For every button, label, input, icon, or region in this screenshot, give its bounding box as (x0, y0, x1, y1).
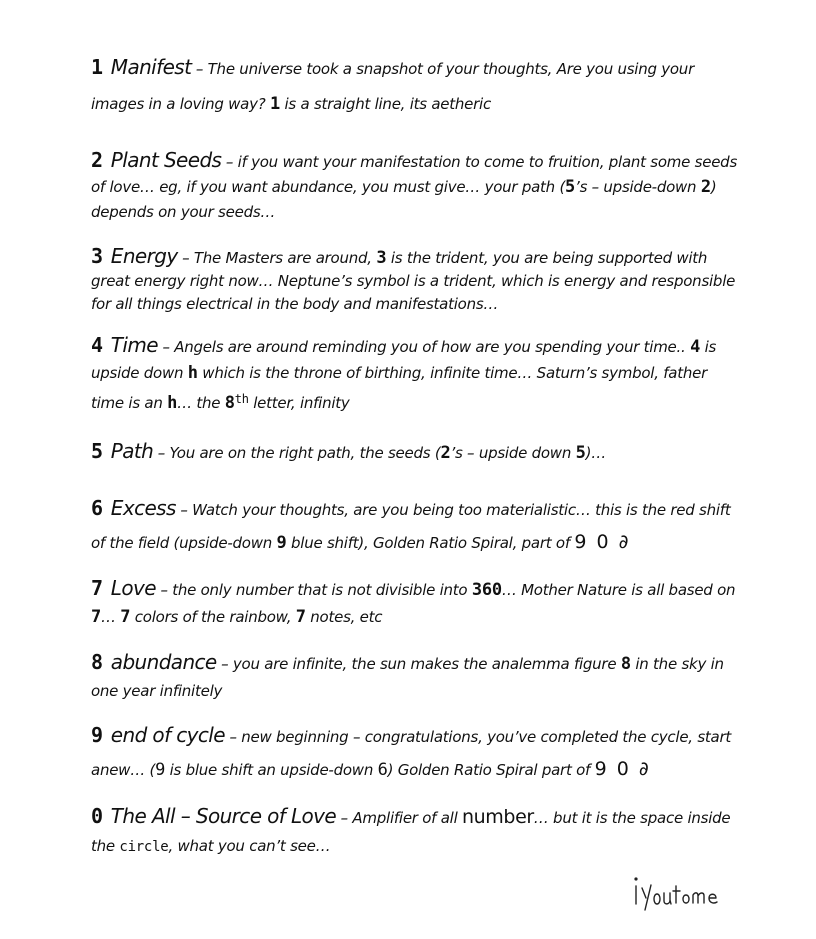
entry-text (91, 245, 741, 316)
inline-numeral: 7 (120, 607, 131, 627)
entry-title: Manifest (110, 55, 192, 79)
entry-text (91, 148, 741, 225)
inline-numeral: 3 (376, 248, 387, 268)
entry-description: is the trident, you are being supported with great energy right now… Neptune’s symbol is a trident, which is energy and responsible for all things electrical in the body and manifestations… (91, 249, 736, 313)
inline-numeral: 7 (91, 607, 101, 627)
inline-numeral: 4 (690, 337, 701, 357)
golden-ratio-symbol: 9 0 ∂ (574, 531, 631, 553)
entry-description: – new beginning – congratulations, you’ve completed the cycle, start anew… ( (91, 728, 732, 779)
entry-4-time (91, 332, 741, 416)
inline-numeral: 9 (276, 533, 287, 553)
inline-letter-h: h (187, 363, 198, 383)
handwritten-signature (632, 872, 736, 914)
entry-text (91, 492, 741, 559)
entry-description: – Watch your thoughts, are you being too materialistic… this is the red shift of the field (upside-down (91, 501, 731, 552)
entry-description: – Angels are around reminding you of how are you spending your time.. (157, 338, 691, 356)
numerology-document (91, 50, 741, 861)
ordinal-suffix: th (234, 392, 249, 406)
inline-numeral: 8 (224, 393, 235, 413)
entry-number: 7 (91, 576, 103, 600)
entry-description: – The Masters are around, (177, 249, 377, 267)
entry-text (91, 719, 741, 786)
entry-description: colors of the rainbow, (130, 608, 296, 626)
entry-description: in the sky in one year infinitely (91, 655, 724, 700)
monospace-word: circle (119, 839, 169, 855)
entry-title: end of cycle (110, 723, 225, 747)
entry-description: is blue shift an upside-down (165, 761, 378, 779)
entry-7-love (91, 575, 741, 631)
emphasized-word: number (462, 806, 534, 828)
entry-description: which is the throne of birthing, infinite time… Saturn’s symbol, father time is an (91, 364, 708, 412)
entry-text (91, 50, 741, 122)
entry-3-energy (91, 245, 741, 316)
entry-9-end-of-cycle (91, 719, 741, 786)
golden-ratio-symbol: 9 0 ∂ (594, 758, 651, 780)
inline-numeral: 9 (155, 760, 166, 780)
entry-title: Love (110, 576, 156, 600)
entry-description: – the only number that is not divisible into (155, 581, 472, 599)
entry-description: – Amplifier of all (336, 809, 463, 827)
inline-numeral: 1 (269, 94, 280, 114)
entry-title: abundance (110, 650, 217, 674)
entry-description: ’s – upside-down (575, 178, 701, 196)
entry-description: … the (177, 394, 225, 412)
entry-description: is upside down (91, 338, 717, 382)
entry-text (91, 332, 741, 416)
entry-description: notes, etc (305, 608, 383, 626)
inline-numeral: 2 (700, 177, 711, 197)
entry-description: letter, infinity (248, 394, 350, 412)
entry-description: )… (585, 444, 606, 462)
entry-1-manifest (91, 50, 741, 122)
entry-description: , what you can’t see… (168, 837, 331, 855)
entry-title: Energy (110, 244, 178, 268)
entry-description: … Mother Nature is all based on (501, 581, 736, 599)
entry-5-path (91, 438, 741, 466)
entry-number: 0 (91, 804, 103, 828)
entry-description: … but it is the space inside the (91, 809, 731, 855)
entry-text (91, 649, 741, 705)
entry-2-plant-seeds (91, 148, 741, 225)
inline-numeral: 8 (620, 654, 631, 674)
entry-description: – You are on the right path, the seeds ( (153, 444, 441, 462)
entry-description: – you are infinite, the sun makes the analemma figure (216, 655, 621, 673)
entry-description: blue shift), Golden Ratio Spiral, part of (286, 534, 575, 552)
entry-8-abundance (91, 649, 741, 705)
entry-number: 6 (91, 496, 103, 520)
inline-letter-h: h (167, 393, 178, 413)
entry-title: Time (110, 333, 158, 357)
entry-number: 8 (91, 650, 103, 674)
entry-number: 4 (91, 333, 103, 357)
entry-6-excess (91, 492, 741, 559)
inline-numeral: 6 (377, 760, 388, 780)
entry-description: ’s – upside down (450, 444, 576, 462)
entry-description: ) depends on your seeds… (91, 178, 717, 221)
entry-number: 2 (91, 148, 103, 172)
entry-description: … (101, 608, 121, 626)
entry-description: – if you want your manifestation to come to fruition, plant some seeds of love… eg, if you want abundance, you must give… your path ( (91, 153, 738, 196)
entry-text (91, 802, 741, 861)
inline-numeral: 360 (471, 580, 502, 600)
entry-number: 9 (91, 723, 103, 747)
inline-numeral: 5 (565, 177, 576, 197)
entry-title: The All – Source of Love (110, 804, 337, 828)
inline-numeral: 5 (575, 443, 586, 463)
entry-number: 3 (91, 244, 103, 268)
entry-0-the-all (91, 802, 741, 861)
entry-title: Path (110, 439, 154, 463)
entry-text (91, 575, 741, 631)
entry-number: 5 (91, 439, 103, 463)
entry-text (91, 438, 741, 466)
entry-number: 1 (91, 55, 103, 79)
inline-numeral: 2 (440, 443, 451, 463)
inline-numeral: 7 (295, 607, 306, 627)
entry-description: is a straight line, its aetheric (279, 95, 491, 113)
entry-description: ) Golden Ratio Spiral part of (387, 761, 595, 779)
entry-title: Excess (110, 496, 176, 520)
entry-title: Plant Seeds (110, 148, 222, 172)
entry-description: – The universe took a snapshot of your thoughts, Are you using your images in a loving way? (91, 60, 694, 113)
